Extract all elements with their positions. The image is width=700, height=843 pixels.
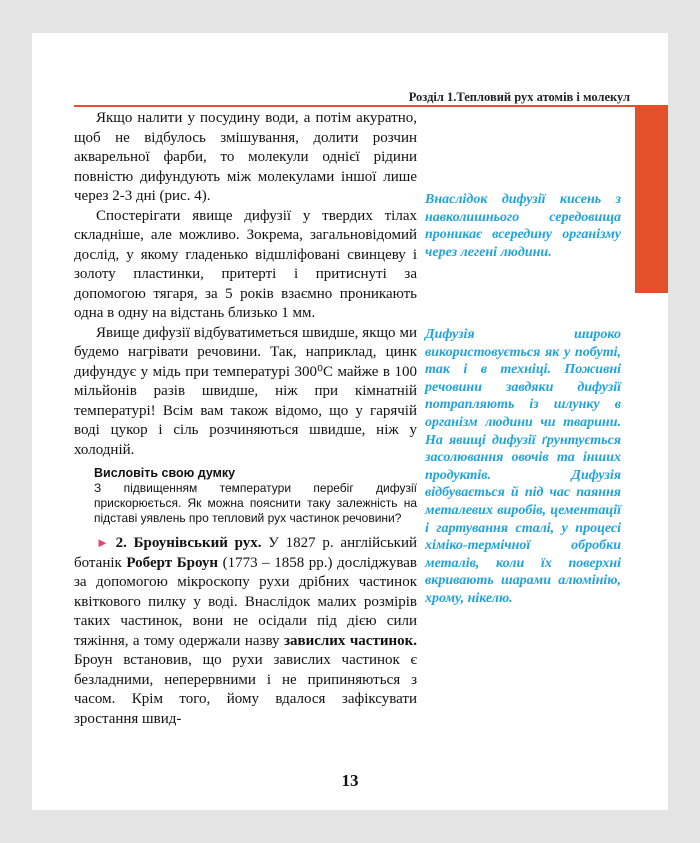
chapter-tab-marker [635, 107, 668, 293]
think-box-title: Висловіть свою думку [94, 466, 236, 480]
paragraph-diffusion-liquids: Якщо налити у посудину води, а потім акуратно, щоб не відбулось змішування, долити розчин акварельної фарби, то молекули однієї рідини повністю дифундують між молекулами іншої лише через 2-3 дні (рис. 4). [74, 110, 417, 204]
section-heading: 2. Броунівський рух. [115, 535, 262, 551]
section-text-1: У 1827 р. англійський ботанік [74, 535, 418, 571]
section-text-2: (1773 – 1858 рр.) досліджував за допомогою мікроскопу рухи дрібних частинок квіткового пилку у воді. Внаслідок малих розмірів таких частинок, вони не осідали під дією сили тяжіння, а тому одержали назву [74, 554, 417, 649]
sidebar-note-applications: Дифузія широко використовується як у побуті, так і в техніці. Поживні речовини завдяки дифузії потрапляють із шлунку в організм людини чи тварини. На явищі дифузії ґрунтується засолювання овочів та інших продуктів. Дифузія відбувається й під час паяння металевих виробів, цементації і гартування сталі, у процесі хіміко-термічної обробки металів, коли їх поверхні вкривають шарами алюмінію, хрому, нікелю. [425, 327, 621, 606]
section-text-3: Броун встановив, що рухи завислих частинок є безладними, неперервними і не припиняються з часом. Крім того, йому вдалося зафіксувати зростання швид- [74, 652, 417, 727]
sidebar-note-oxygen: Внаслідок дифузії кисень з навколишнього середовища проникає всередину організму через легені людини. [425, 192, 621, 260]
paragraph-diffusion-solids: Спостерігати явище дифузії у твердих тілах складніше, але можливо. Зокрема, загальновідомий дослід, у якому гладенько відшліфовані свинцеву і золоту пластинки, притерті і притиснуті за допомогою тягаря, за 5 років взаємно проникають одна в одну на відстань близько 1 мм. [74, 207, 417, 321]
main-column [74, 109, 417, 729]
chapter-title: Розділ 1.Тепловий рух атомів і молекул [408, 90, 630, 104]
think-box [94, 466, 417, 526]
page-header [32, 33, 668, 106]
think-box-body: З підвищенням температури перебіг дифузії прискорюється. Як можна пояснити таку залежність на підставі уявлень про тепловий рух частинок речовини? [94, 481, 417, 525]
paragraph-brownian-motion [74, 533, 417, 729]
section-arrow-icon: ► [96, 535, 109, 550]
term-suspended-particles: завислих частинок. [283, 632, 417, 649]
paragraph-diffusion-heating: Явище дифузії відбуватиметься швидше, якщо ми будемо нагрівати речовини. Так, наприклад, цинк дифундує у мідь при температурі 300⁰С майже в 100 мільйонів разів швидше, ніж при кімнатній температурі! Всім вам також відомо, що у гарячій воді цукор і сіль розчиняються швидше, ніж у холодній. [74, 324, 417, 458]
textbook-page [32, 33, 668, 810]
page-number: 13 [341, 771, 359, 790]
header-rule [74, 105, 668, 107]
scientist-name: Роберт Броун [126, 554, 219, 571]
